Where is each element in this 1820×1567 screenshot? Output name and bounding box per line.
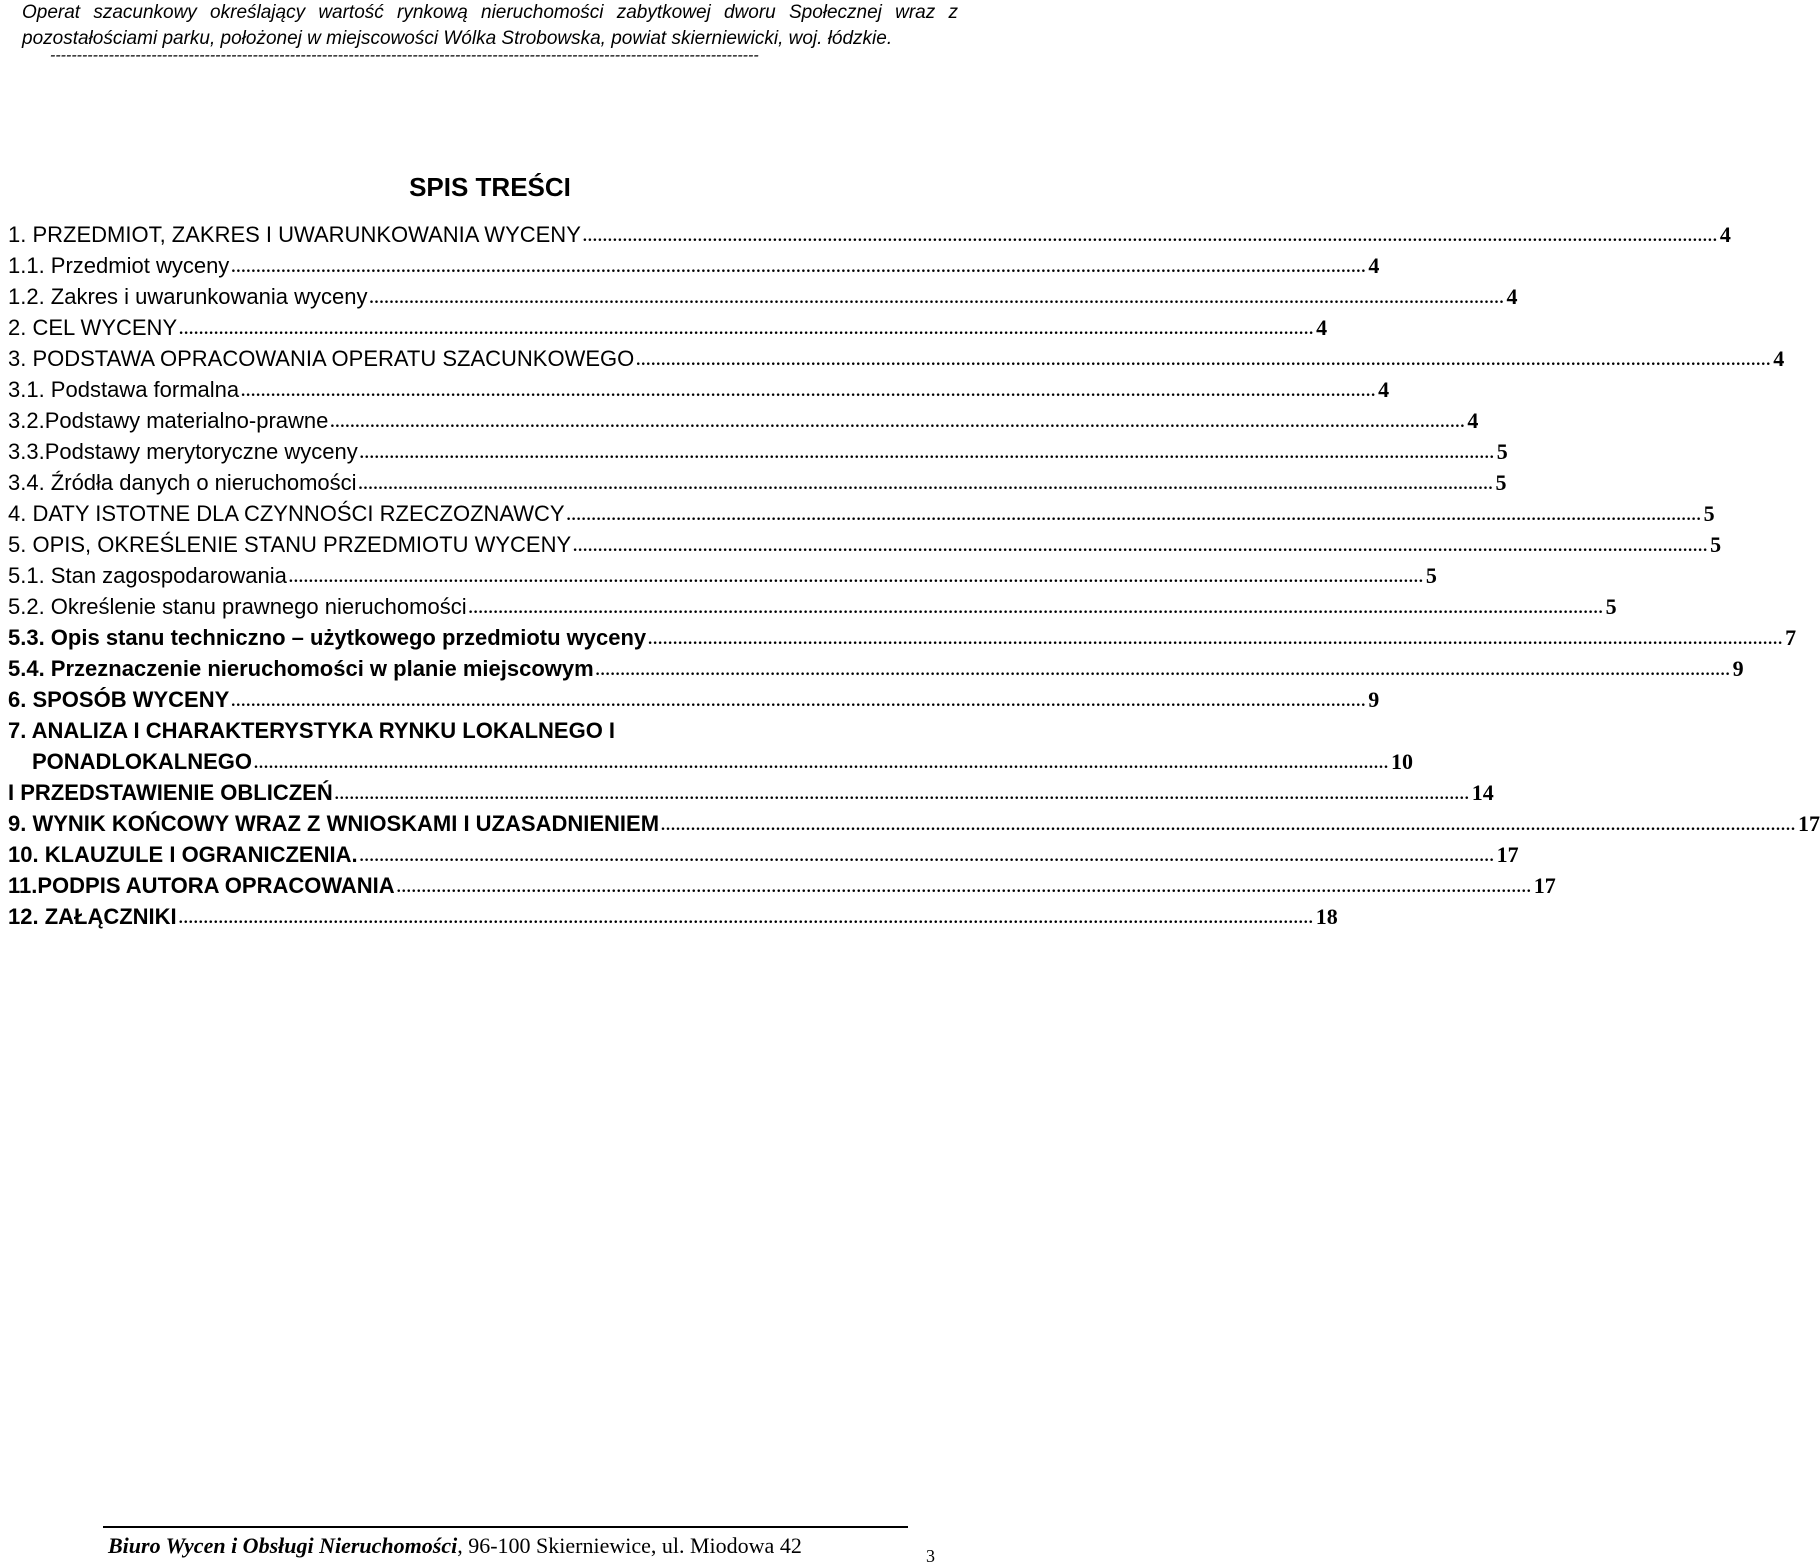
toc-entry-page: 5 <box>1710 532 1722 557</box>
toc-entry-text: 10. KLAUZULE I OGRANICZENIA. <box>8 842 358 867</box>
toc-entry-text: 3.4. Źródła danych o nieruchomości <box>8 470 357 495</box>
toc-leader: ................................................................................................................................................................................................................................... <box>330 414 1466 431</box>
toc-entry-text: 5.2. Określenie stanu prawnego nieruchomości <box>8 594 467 619</box>
toc-leader: ................................................................................................................................................................................................................................... <box>178 910 1314 927</box>
toc-entry-text: 1.1. Przedmiot wyceny <box>8 253 230 278</box>
toc-entry-page: 17 <box>1496 842 1519 867</box>
toc-entry-text: 4. DATY ISTOTNE DLA CZYNNOŚCI RZECZOZNAWCY <box>8 501 565 526</box>
toc-leader: ................................................................................................................................................................................................................................... <box>573 538 1709 555</box>
toc-entry-page: 4 <box>1378 377 1390 402</box>
toc-entry-text: 5.1. Stan zagospodarowania <box>8 563 287 588</box>
toc-entry-text: 1. PRZEDMIOT, ZAKRES I UWARUNKOWANIA WYCENY <box>8 222 581 247</box>
toc-entry-page: 4 <box>1368 253 1380 278</box>
toc-entry-text: 5.3. Opis stanu techniczno – użytkowego przedmiotu wyceny <box>8 625 647 650</box>
toc-entry-page: 9 <box>1732 656 1744 681</box>
footer-rule <box>103 1526 908 1528</box>
toc-leader: ................................................................................................................................................................................................................................... <box>179 321 1315 338</box>
toc-entry[interactable] <box>8 374 1390 405</box>
footer-firm-name: Biuro Wycen i Obsługi Nieruchomości <box>108 1533 458 1558</box>
toc-entry[interactable] <box>8 281 1518 312</box>
toc-entry-text: 9. WYNIK KOŃCOWY WRAZ Z WNIOSKAMI I UZASADNIENIEM <box>8 811 660 836</box>
toc-entry-text: 7. ANALIZA I CHARAKTERYSTYKA RYNKU LOKALNEGO I <box>8 718 616 743</box>
toc-entry-text: 5.4. Przeznaczenie nieruchomości w planie miejscowym <box>8 656 594 681</box>
toc-leader: ................................................................................................................................................................................................................................... <box>359 848 1495 865</box>
toc-entry[interactable] <box>8 529 1722 560</box>
footer-address: , 96-100 Skierniewice, ul. Miodowa 42 <box>457 1533 802 1558</box>
toc-entry[interactable] <box>8 498 1715 529</box>
toc-entry-page: 18 <box>1315 904 1338 929</box>
toc-entry[interactable] <box>8 405 1479 436</box>
toc-leader: ................................................................................................................................................................................................................................... <box>468 600 1604 617</box>
toc-entry[interactable] <box>8 312 1328 343</box>
document-header <box>22 0 958 52</box>
toc-entry-page: 4 <box>1467 408 1479 433</box>
toc-entry[interactable] <box>8 901 1338 932</box>
toc-entry-text: 3.1. Podstawa formalna <box>8 377 240 402</box>
toc-entry-page: 5 <box>1495 470 1507 495</box>
toc-entry-page: 9 <box>1368 687 1380 712</box>
toc-entry[interactable] <box>8 715 934 746</box>
toc-entry-page: 17 <box>1533 873 1556 898</box>
toc-leader: ................................................................................................................................................................................................................................... <box>288 569 1424 586</box>
header-line-1: Operat szacunkowy określający wartość rynkową nieruchomości zabytkowej dworu Społecznej wraz z <box>22 2 958 23</box>
toc-entry-text: 3. PODSTAWA OPRACOWANIA OPERATU SZACUNKOWEGO <box>8 346 635 371</box>
toc-entry-page: 4 <box>1506 284 1518 309</box>
toc-entry[interactable] <box>8 560 1437 591</box>
toc-title: SPIS TREŚCI <box>409 172 571 202</box>
toc-leader: ................................................................................................................................................................................................................................... <box>595 662 1731 679</box>
toc-entry-page: 5 <box>1425 563 1437 588</box>
toc-entry-text: I PRZEDSTAWIENIE OBLICZEŃ <box>8 780 333 805</box>
toc-entry-text: 3.3.Podstawy merytoryczne wyceny <box>8 439 358 464</box>
toc-entry-text: 1.2. Zakres i uwarunkowania wyceny <box>8 284 368 309</box>
toc-entry-page: 7 <box>1785 625 1797 650</box>
toc-entry-text: 3.2.Podstawy materialno-prawne <box>8 408 329 433</box>
toc-entry[interactable] <box>8 219 1731 250</box>
toc-entry[interactable] <box>8 808 1820 839</box>
toc-entry[interactable] <box>8 653 1744 684</box>
toc-entry[interactable] <box>8 746 1413 777</box>
toc-leader: ................................................................................................................................................................................................................................... <box>231 259 1367 276</box>
toc-leader: ................................................................................................................................................................................................................................... <box>566 507 1702 524</box>
toc-entry-page: 4 <box>1316 315 1328 340</box>
document-footer <box>108 1531 802 1561</box>
toc-entry[interactable] <box>8 591 1617 622</box>
toc-entry-text: 2. CEL WYCENY <box>8 315 178 340</box>
toc-entry-text: 6. SPOSÓB WYCENY <box>8 687 230 712</box>
toc-leader: ................................................................................................................................................................................................................................... <box>241 383 1377 400</box>
toc-entry-page: 5 <box>1703 501 1715 526</box>
toc-entry-page: 14 <box>1471 780 1494 805</box>
toc-entry-text: 5. OPIS, OKREŚLENIE STANU PRZEDMIOTU WYCENY <box>8 532 572 557</box>
toc-entry[interactable] <box>8 870 1556 901</box>
toc-entry-page: 5 <box>1605 594 1617 619</box>
toc-entry-text: PONADLOKALNEGO <box>32 749 252 774</box>
toc-leader: ................................................................................................................................................................................................................................... <box>334 786 1470 803</box>
toc-leader: ................................................................................................................................................................................................................................... <box>636 352 1772 369</box>
toc-entry-page: 10 <box>1391 749 1413 774</box>
header-line-2: pozostałościami parku, położonej w miejscowości Wólka Strobowska, powiat skierniewicki, woj. łódzkie. <box>22 28 893 49</box>
toc-entry-text: 12. ZAŁĄCZNIKI <box>8 904 177 929</box>
toc-leader: ................................................................................................................................................................................................................................... <box>396 879 1532 896</box>
toc-leader: ................................................................................................................................................................................................................................... <box>661 817 1797 834</box>
toc-entry[interactable] <box>8 436 1508 467</box>
toc-entry-page: 17 <box>1798 811 1820 836</box>
header-rule: ------------------------------------------------------------------------------------------------------------------------------------- <box>50 47 759 64</box>
toc-entry-page: 5 <box>1496 439 1508 464</box>
toc-leader: ................................................................................................................................................................................................................................... <box>359 445 1495 462</box>
toc-entry[interactable] <box>8 250 1380 281</box>
toc-entry[interactable] <box>8 684 1380 715</box>
toc-leader: ................................................................................................................................................................................................................................... <box>582 228 1718 245</box>
toc-entry[interactable] <box>8 467 1507 498</box>
toc-entry-page: 4 <box>1773 346 1785 371</box>
toc-leader: ................................................................................................................................................................................................................................... <box>254 755 1389 772</box>
toc-leader: ................................................................................................................................................................................................................................... <box>358 476 1494 493</box>
toc-leader: ................................................................................................................................................................................................................................... <box>648 631 1784 648</box>
toc-entry[interactable] <box>8 777 1494 808</box>
toc-entry-page: 4 <box>1719 222 1731 247</box>
toc-leader: ................................................................................................................................................................................................................................... <box>231 693 1367 710</box>
page-number: 3 <box>926 1546 935 1566</box>
toc-leader: ................................................................................................................................................................................................................................... <box>369 290 1505 307</box>
table-of-contents <box>8 219 1820 932</box>
toc-entry-text: 11.PODPIS AUTORA OPRACOWANIA <box>8 873 395 898</box>
toc-entry[interactable] <box>8 343 1785 374</box>
toc-entry[interactable] <box>8 622 1797 653</box>
toc-entry[interactable] <box>8 839 1519 870</box>
